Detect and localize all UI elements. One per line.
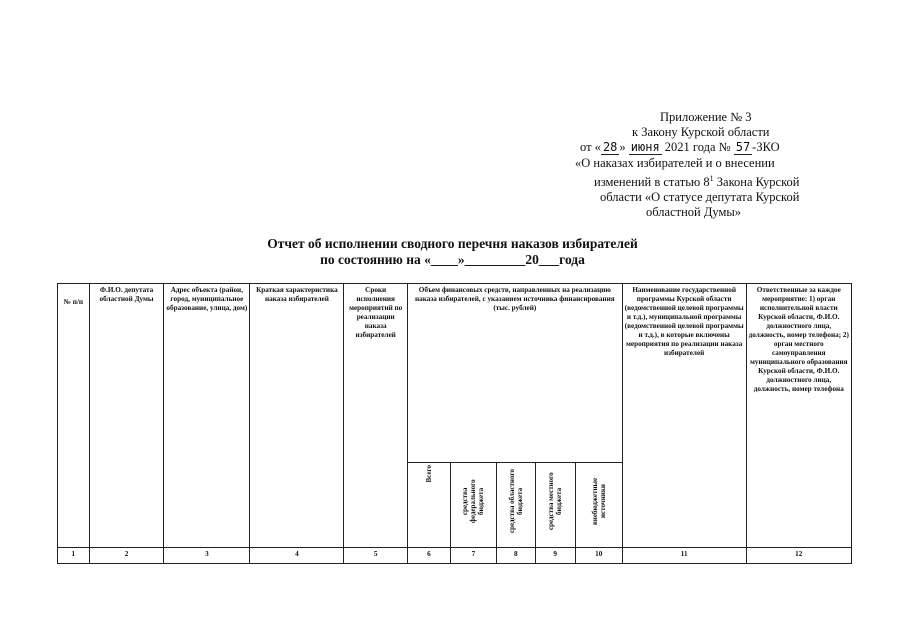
appendix-law-title-1: «О наказах избирателей и о внесении xyxy=(575,155,775,170)
appendix-date-line: от « 28 » июня 2021 года № 57 -ЗКО xyxy=(580,140,780,155)
column-number: 5 xyxy=(344,548,407,564)
report-subtitle: по состоянию на «____»_________20___года xyxy=(320,252,585,267)
column-number-row xyxy=(58,548,852,564)
subheader-local: средства местного бюджета xyxy=(535,463,575,548)
column-number: 11 xyxy=(622,548,746,564)
column-number: 7 xyxy=(450,548,496,564)
subheader-federal: средства федерального бюджета xyxy=(450,463,496,548)
header-address: Адрес объекта (район, город, муниципальное образование, улица, дом) xyxy=(164,284,250,548)
subheader-offbudget: внебюджетные источники xyxy=(575,463,622,548)
column-number: 6 xyxy=(407,548,450,564)
appendix-law-ref: к Закону Курской области xyxy=(632,125,770,140)
header-fio: Ф.И.О. депутата областной Думы xyxy=(89,284,164,548)
column-number: 9 xyxy=(535,548,575,564)
column-number: 1 xyxy=(58,548,90,564)
table-header-row xyxy=(58,284,852,463)
header-terms: Сроки исполнения мероприятий по реализации наказа избирателей xyxy=(344,284,407,548)
subheader-regional: средства областного бюджета xyxy=(496,463,535,548)
appendix-law-title-3: области «О статусе депутата Курской xyxy=(600,190,800,205)
header-responsible: Ответственные за каждое мероприятие: 1) орган исполнительной власти Курской области, Ф.И.О. должностного лица, должность, номер телефона; 2) орган местного самоуправления муниципального образования Курской области, Ф.И.О. должностного лица, должность, номер телефона xyxy=(746,284,851,548)
header-num: № п/п xyxy=(58,284,90,548)
column-number: 10 xyxy=(575,548,622,564)
appendix-number: Приложение № 3 xyxy=(660,110,752,124)
column-number: 2 xyxy=(89,548,164,564)
appendix-law-title-4: областной Думы» xyxy=(646,205,742,220)
handwritten-day: 28 xyxy=(602,140,618,155)
column-number: 8 xyxy=(496,548,535,564)
column-number: 12 xyxy=(746,548,851,564)
report-title: Отчет об исполнении сводного перечня наказов избирателей xyxy=(267,236,638,251)
handwritten-month: июня xyxy=(630,140,660,155)
report-table xyxy=(57,283,852,564)
header-funding: Объем финансовых средств, направленных на реализацию наказа избирателей, с указанием источника финансирования (тыс. рублей) xyxy=(407,284,622,463)
column-number: 4 xyxy=(250,548,344,564)
handwritten-law-number: 57 xyxy=(735,140,751,155)
appendix-law-title-2: изменений в статью $8^1$ Закона Курской xyxy=(594,173,800,189)
header-description: Краткая характеристика наказа избирателей xyxy=(250,284,344,548)
column-number: 3 xyxy=(164,548,250,564)
appendix-block xyxy=(560,110,870,221)
header-program: Наименование государственной программы Курской области (ведомственной целевой программы и т.д.), муниципальной программы (ведомственной целевой программы и т.д.), в которые включены мероприятия по реализации наказа избирателей xyxy=(622,284,746,548)
subheader-total: Всего xyxy=(407,463,450,548)
